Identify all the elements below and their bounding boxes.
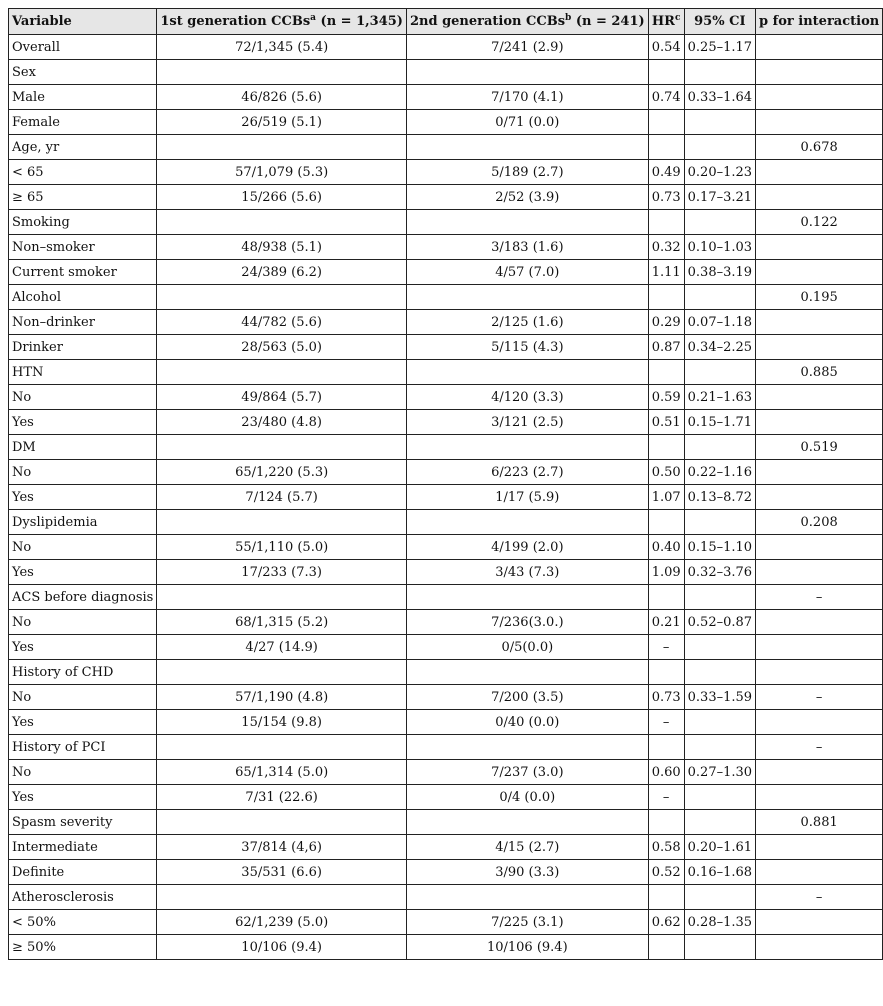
cell-ci	[684, 285, 755, 310]
cell-hr	[648, 660, 684, 685]
cell-second-generation	[406, 510, 648, 535]
table-row	[9, 285, 883, 310]
cell-variable: Male	[9, 85, 157, 110]
cell-p-interaction	[756, 385, 883, 410]
cell-second-generation	[406, 360, 648, 385]
cell-second-generation: 3/90 (3.3)	[406, 860, 648, 885]
cell-first-generation: 55/1,110 (5.0)	[157, 535, 407, 560]
cell-p-interaction	[756, 260, 883, 285]
cell-second-generation: 1/17 (5.9)	[406, 485, 648, 510]
cell-variable: Sex	[9, 60, 157, 85]
cell-p-interaction	[756, 710, 883, 735]
cell-ci: 0.32–3.76	[684, 560, 755, 585]
header-second-generation: 2nd generation CCBs$^b$ (n = 241)	[406, 9, 648, 35]
cell-hr: –	[648, 710, 684, 735]
cell-second-generation: 0/4 (0.0)	[406, 785, 648, 810]
cell-ci: 0.33–1.59	[684, 685, 755, 710]
cell-hr: 0.60	[648, 760, 684, 785]
subgroup-hazard-table	[8, 8, 883, 960]
cell-hr	[648, 935, 684, 960]
header-ci: 95% CI	[684, 9, 755, 35]
cell-first-generation: 72/1,345 (5.4)	[157, 35, 407, 60]
table-row	[9, 710, 883, 735]
cell-first-generation: 49/864 (5.7)	[157, 385, 407, 410]
cell-p-interaction	[756, 35, 883, 60]
cell-first-generation: 35/531 (6.6)	[157, 860, 407, 885]
header-p-interaction: p for interaction	[756, 9, 883, 35]
cell-first-generation	[157, 510, 407, 535]
cell-p-interaction: –	[756, 685, 883, 710]
cell-p-interaction: 0.195	[756, 285, 883, 310]
cell-ci: 0.52–0.87	[684, 610, 755, 635]
cell-variable: ACS before diagnosis	[9, 585, 157, 610]
table-row	[9, 585, 883, 610]
cell-ci: 0.16–1.68	[684, 860, 755, 885]
cell-ci	[684, 935, 755, 960]
cell-variable: No	[9, 760, 157, 785]
cell-ci: 0.15–1.71	[684, 410, 755, 435]
cell-hr	[648, 885, 684, 910]
cell-hr	[648, 510, 684, 535]
cell-first-generation: 65/1,220 (5.3)	[157, 460, 407, 485]
cell-hr: –	[648, 635, 684, 660]
cell-first-generation	[157, 735, 407, 760]
cell-hr: 0.32	[648, 235, 684, 260]
cell-second-generation	[406, 810, 648, 835]
table-row	[9, 785, 883, 810]
cell-p-interaction	[756, 110, 883, 135]
cell-first-generation: 57/1,079 (5.3)	[157, 160, 407, 185]
cell-first-generation	[157, 810, 407, 835]
cell-p-interaction: 0.122	[756, 210, 883, 235]
cell-ci	[684, 110, 755, 135]
cell-variable: < 65	[9, 160, 157, 185]
cell-p-interaction	[756, 560, 883, 585]
cell-p-interaction	[756, 935, 883, 960]
cell-hr: 1.07	[648, 485, 684, 510]
cell-second-generation	[406, 435, 648, 460]
table-header-row	[9, 9, 883, 35]
cell-first-generation: 46/826 (5.6)	[157, 85, 407, 110]
cell-p-interaction	[756, 410, 883, 435]
cell-ci	[684, 210, 755, 235]
cell-hr	[648, 135, 684, 160]
cell-second-generation: 3/43 (7.3)	[406, 560, 648, 585]
cell-first-generation: 37/814 (4,6)	[157, 835, 407, 860]
cell-hr: 0.58	[648, 835, 684, 860]
cell-first-generation: 7/124 (5.7)	[157, 485, 407, 510]
cell-ci	[684, 60, 755, 85]
cell-first-generation	[157, 285, 407, 310]
cell-first-generation: 28/563 (5.0)	[157, 335, 407, 360]
table-container	[8, 8, 883, 960]
table-row	[9, 535, 883, 560]
cell-hr: 0.21	[648, 610, 684, 635]
cell-hr: 0.40	[648, 535, 684, 560]
cell-hr: 0.74	[648, 85, 684, 110]
table-row	[9, 160, 883, 185]
cell-variable: Yes	[9, 485, 157, 510]
cell-first-generation: 4/27 (14.9)	[157, 635, 407, 660]
cell-variable: No	[9, 460, 157, 485]
cell-second-generation	[406, 210, 648, 235]
cell-p-interaction	[756, 485, 883, 510]
cell-variable: Intermediate	[9, 835, 157, 860]
cell-second-generation	[406, 735, 648, 760]
cell-p-interaction: 0.881	[756, 810, 883, 835]
cell-hr	[648, 585, 684, 610]
table-row	[9, 35, 883, 60]
cell-p-interaction	[756, 785, 883, 810]
cell-first-generation: 68/1,315 (5.2)	[157, 610, 407, 635]
cell-first-generation: 57/1,190 (4.8)	[157, 685, 407, 710]
cell-second-generation: 3/121 (2.5)	[406, 410, 648, 435]
cell-p-interaction	[756, 185, 883, 210]
cell-ci	[684, 360, 755, 385]
table-row	[9, 185, 883, 210]
cell-variable: ≥ 50%	[9, 935, 157, 960]
table-row	[9, 935, 883, 960]
cell-variable: Yes	[9, 410, 157, 435]
cell-p-interaction	[756, 610, 883, 635]
table-row	[9, 60, 883, 85]
cell-second-generation: 4/120 (3.3)	[406, 385, 648, 410]
cell-variable: Female	[9, 110, 157, 135]
cell-variable: Yes	[9, 785, 157, 810]
cell-variable: No	[9, 610, 157, 635]
cell-hr	[648, 285, 684, 310]
cell-second-generation: 10/106 (9.4)	[406, 935, 648, 960]
cell-hr: 0.52	[648, 860, 684, 885]
cell-p-interaction	[756, 635, 883, 660]
table-row	[9, 685, 883, 710]
cell-variable: Alcohol	[9, 285, 157, 310]
cell-hr: 0.29	[648, 310, 684, 335]
cell-second-generation: 7/225 (3.1)	[406, 910, 648, 935]
cell-variable: Drinker	[9, 335, 157, 360]
cell-second-generation: 2/125 (1.6)	[406, 310, 648, 335]
cell-ci	[684, 885, 755, 910]
cell-variable: Yes	[9, 560, 157, 585]
table-row	[9, 660, 883, 685]
table-row	[9, 135, 883, 160]
cell-hr: 0.73	[648, 685, 684, 710]
cell-first-generation: 23/480 (4.8)	[157, 410, 407, 435]
cell-p-interaction	[756, 310, 883, 335]
cell-p-interaction	[756, 535, 883, 560]
cell-second-generation: 3/183 (1.6)	[406, 235, 648, 260]
cell-first-generation: 65/1,314 (5.0)	[157, 760, 407, 785]
cell-p-interaction: –	[756, 585, 883, 610]
cell-ci: 0.34–2.25	[684, 335, 755, 360]
cell-second-generation	[406, 60, 648, 85]
cell-p-interaction: 0.519	[756, 435, 883, 460]
cell-variable: No	[9, 685, 157, 710]
cell-variable: < 50%	[9, 910, 157, 935]
cell-first-generation: 62/1,239 (5.0)	[157, 910, 407, 935]
table-row	[9, 510, 883, 535]
cell-variable: Spasm severity	[9, 810, 157, 835]
cell-hr	[648, 360, 684, 385]
cell-variable: Non–drinker	[9, 310, 157, 335]
cell-variable: No	[9, 385, 157, 410]
table-row	[9, 610, 883, 635]
cell-p-interaction	[756, 910, 883, 935]
cell-p-interaction: 0.885	[756, 360, 883, 385]
cell-hr	[648, 735, 684, 760]
table-row	[9, 310, 883, 335]
cell-hr: 0.59	[648, 385, 684, 410]
cell-ci	[684, 585, 755, 610]
cell-ci	[684, 135, 755, 160]
cell-ci	[684, 785, 755, 810]
cell-second-generation: 7/241 (2.9)	[406, 35, 648, 60]
cell-hr: 0.54	[648, 35, 684, 60]
cell-hr	[648, 110, 684, 135]
cell-second-generation: 7/170 (4.1)	[406, 85, 648, 110]
cell-second-generation: 0/71 (0.0)	[406, 110, 648, 135]
header-hr: $HR^c$	[648, 9, 684, 35]
cell-ci: 0.38–3.19	[684, 260, 755, 285]
table-row	[9, 210, 883, 235]
cell-ci: 0.13–8.72	[684, 485, 755, 510]
cell-hr	[648, 210, 684, 235]
cell-variable: Smoking	[9, 210, 157, 235]
cell-first-generation	[157, 660, 407, 685]
cell-ci: 0.07–1.18	[684, 310, 755, 335]
table-row	[9, 885, 883, 910]
cell-variable: Overall	[9, 35, 157, 60]
header-variable: Variable	[9, 9, 157, 35]
cell-p-interaction	[756, 660, 883, 685]
cell-first-generation: 26/519 (5.1)	[157, 110, 407, 135]
cell-variable: Definite	[9, 860, 157, 885]
cell-p-interaction	[756, 335, 883, 360]
cell-ci	[684, 810, 755, 835]
cell-first-generation: 10/106 (9.4)	[157, 935, 407, 960]
cell-first-generation	[157, 885, 407, 910]
table-row	[9, 810, 883, 835]
table-row	[9, 635, 883, 660]
cell-hr: 1.09	[648, 560, 684, 585]
table-row	[9, 335, 883, 360]
cell-ci: 0.22–1.16	[684, 460, 755, 485]
table-row	[9, 485, 883, 510]
cell-hr: 0.50	[648, 460, 684, 485]
cell-p-interaction	[756, 860, 883, 885]
cell-p-interaction	[756, 235, 883, 260]
cell-variable: Yes	[9, 710, 157, 735]
cell-variable: History of CHD	[9, 660, 157, 685]
cell-variable: Age, yr	[9, 135, 157, 160]
cell-variable: ≥ 65	[9, 185, 157, 210]
cell-hr	[648, 810, 684, 835]
table-row	[9, 560, 883, 585]
cell-hr: 1.11	[648, 260, 684, 285]
cell-variable: Atherosclerosis	[9, 885, 157, 910]
cell-p-interaction	[756, 760, 883, 785]
cell-first-generation: 15/154 (9.8)	[157, 710, 407, 735]
cell-variable: Non–smoker	[9, 235, 157, 260]
cell-ci: 0.27–1.30	[684, 760, 755, 785]
cell-second-generation: 7/237 (3.0)	[406, 760, 648, 785]
cell-variable: No	[9, 535, 157, 560]
table-row	[9, 860, 883, 885]
cell-p-interaction: 0.678	[756, 135, 883, 160]
cell-p-interaction: –	[756, 885, 883, 910]
cell-variable: DM	[9, 435, 157, 460]
cell-second-generation: 7/200 (3.5)	[406, 685, 648, 710]
cell-p-interaction	[756, 460, 883, 485]
cell-variable: History of PCI	[9, 735, 157, 760]
cell-second-generation	[406, 285, 648, 310]
cell-first-generation: 48/938 (5.1)	[157, 235, 407, 260]
cell-ci: 0.20–1.61	[684, 835, 755, 860]
cell-ci	[684, 710, 755, 735]
table-row	[9, 235, 883, 260]
table-row	[9, 435, 883, 460]
cell-second-generation: 2/52 (3.9)	[406, 185, 648, 210]
cell-first-generation	[157, 435, 407, 460]
cell-second-generation: 7/236(3.0.)	[406, 610, 648, 635]
cell-ci: 0.21–1.63	[684, 385, 755, 410]
cell-first-generation	[157, 210, 407, 235]
cell-second-generation: 0/40 (0.0)	[406, 710, 648, 735]
cell-second-generation: 6/223 (2.7)	[406, 460, 648, 485]
cell-first-generation: 17/233 (7.3)	[157, 560, 407, 585]
table-row	[9, 410, 883, 435]
table-row	[9, 260, 883, 285]
table-row	[9, 110, 883, 135]
cell-hr: –	[648, 785, 684, 810]
table-row	[9, 760, 883, 785]
cell-variable: Yes	[9, 635, 157, 660]
cell-second-generation	[406, 585, 648, 610]
cell-ci: 0.33–1.64	[684, 85, 755, 110]
cell-second-generation	[406, 660, 648, 685]
cell-second-generation: 4/57 (7.0)	[406, 260, 648, 285]
cell-p-interaction: –	[756, 735, 883, 760]
cell-variable: Current smoker	[9, 260, 157, 285]
cell-variable: Dyslipidemia	[9, 510, 157, 535]
table-body	[9, 35, 883, 960]
cell-hr: 0.62	[648, 910, 684, 935]
table-row	[9, 735, 883, 760]
cell-hr: 0.49	[648, 160, 684, 185]
table-row	[9, 835, 883, 860]
cell-hr: 0.51	[648, 410, 684, 435]
table-row	[9, 460, 883, 485]
cell-first-generation	[157, 60, 407, 85]
cell-ci	[684, 660, 755, 685]
cell-p-interaction	[756, 85, 883, 110]
cell-second-generation	[406, 885, 648, 910]
cell-ci: 0.28–1.35	[684, 910, 755, 935]
cell-hr: 0.87	[648, 335, 684, 360]
cell-first-generation: 24/389 (6.2)	[157, 260, 407, 285]
cell-hr	[648, 435, 684, 460]
table-row	[9, 85, 883, 110]
cell-first-generation	[157, 360, 407, 385]
cell-first-generation: 7/31 (22.6)	[157, 785, 407, 810]
cell-ci: 0.25–1.17	[684, 35, 755, 60]
cell-second-generation: 5/189 (2.7)	[406, 160, 648, 185]
cell-first-generation: 44/782 (5.6)	[157, 310, 407, 335]
header-first-generation: 1st generation CCBs$^a$ (n = 1,345)	[157, 9, 407, 35]
cell-ci	[684, 635, 755, 660]
cell-p-interaction	[756, 60, 883, 85]
cell-variable: HTN	[9, 360, 157, 385]
table-row	[9, 360, 883, 385]
table-row	[9, 385, 883, 410]
cell-p-interaction: 0.208	[756, 510, 883, 535]
cell-ci: 0.15–1.10	[684, 535, 755, 560]
cell-second-generation: 4/199 (2.0)	[406, 535, 648, 560]
cell-first-generation	[157, 135, 407, 160]
cell-second-generation: 4/15 (2.7)	[406, 835, 648, 860]
cell-second-generation	[406, 135, 648, 160]
cell-first-generation: 15/266 (5.6)	[157, 185, 407, 210]
cell-hr: 0.73	[648, 185, 684, 210]
table-row	[9, 910, 883, 935]
cell-p-interaction	[756, 835, 883, 860]
cell-ci: 0.20–1.23	[684, 160, 755, 185]
cell-ci: 0.17–3.21	[684, 185, 755, 210]
cell-first-generation	[157, 585, 407, 610]
cell-hr	[648, 60, 684, 85]
cell-second-generation: 0/5(0.0)	[406, 635, 648, 660]
cell-p-interaction	[756, 160, 883, 185]
cell-ci	[684, 435, 755, 460]
cell-ci: 0.10–1.03	[684, 235, 755, 260]
cell-second-generation: 5/115 (4.3)	[406, 335, 648, 360]
cell-ci	[684, 510, 755, 535]
cell-ci	[684, 735, 755, 760]
